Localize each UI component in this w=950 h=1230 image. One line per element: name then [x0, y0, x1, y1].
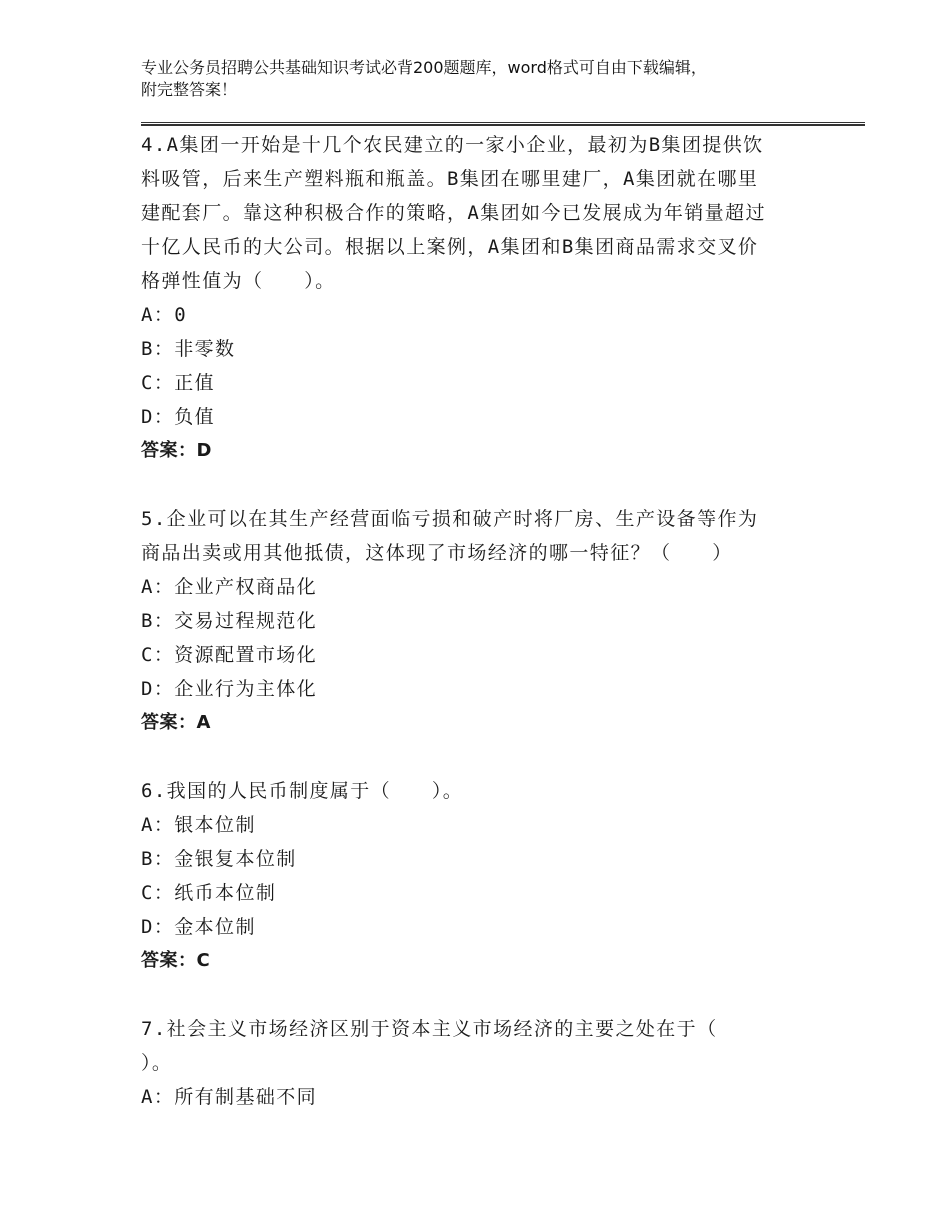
- question-6: [141, 774, 841, 978]
- question-stem-line: 6.我国的人民币制度属于（ ）。: [141, 780, 464, 802]
- question-stem-line: 商品出卖或用其他抵债，这体现了市场经济的哪一特征？（ ）: [141, 542, 733, 564]
- option-b: B：非零数: [141, 338, 236, 360]
- option-c: C：正值: [141, 372, 216, 394]
- header-divider: [141, 122, 865, 126]
- option-d: D：负值: [141, 406, 216, 428]
- spacer: [141, 978, 841, 1012]
- question-stem-line: 建配套厂。靠这种积极合作的策略，A集团如今已发展成为年销量超过: [141, 202, 766, 224]
- spacer: [141, 468, 841, 502]
- answer-label: 答案：A: [141, 712, 211, 733]
- spacer: [141, 740, 841, 774]
- option-d: D：企业行为主体化: [141, 678, 318, 700]
- answer-label: 答案：D: [141, 440, 212, 461]
- question-stem-line: 十亿人民币的大公司。根据以上案例，A集团和B集团商品需求交叉价: [141, 236, 759, 258]
- header-line-2: 附完整答案！: [141, 80, 238, 99]
- option-c: C：资源配置市场化: [141, 644, 318, 666]
- question-stem-line: ）。: [141, 1052, 173, 1074]
- option-b: B：金银复本位制: [141, 848, 297, 870]
- question-stem-line: 格弹性值为（ ）。: [141, 270, 336, 292]
- header-line-1: 专业公务员招聘公共基础知识考试必背200题题库，word格式可自由下载编辑，: [141, 58, 707, 77]
- question-stem-line: 料吸管，后来生产塑料瓶和瓶盖。B集团在哪里建厂，A集团就在哪里: [141, 168, 759, 190]
- option-a: A：所有制基础不同: [141, 1086, 318, 1108]
- answer-label: 答案：C: [141, 950, 211, 971]
- option-a: A：银本位制: [141, 814, 256, 836]
- option-a: A：企业产权商品化: [141, 576, 318, 598]
- question-stem-line: 7.社会主义市场经济区别于资本主义市场经济的主要之处在于（: [141, 1018, 718, 1040]
- document-header: [141, 57, 841, 101]
- option-b: B：交易过程规范化: [141, 610, 318, 632]
- question-7: [141, 1012, 841, 1114]
- question-stem-line: 4.A集团一开始是十几个农民建立的一家小企业，最初为B集团提供饮: [141, 134, 764, 156]
- option-d: D：金本位制: [141, 916, 256, 938]
- question-list: [141, 128, 841, 1114]
- option-c: C：纸币本位制: [141, 882, 277, 904]
- question-5: [141, 502, 841, 740]
- question-4: [141, 128, 841, 468]
- question-stem-line: 5.企业可以在其生产经营面临亏损和破产时将厂房、生产设备等作为: [141, 508, 759, 530]
- option-a: A：0: [141, 304, 188, 326]
